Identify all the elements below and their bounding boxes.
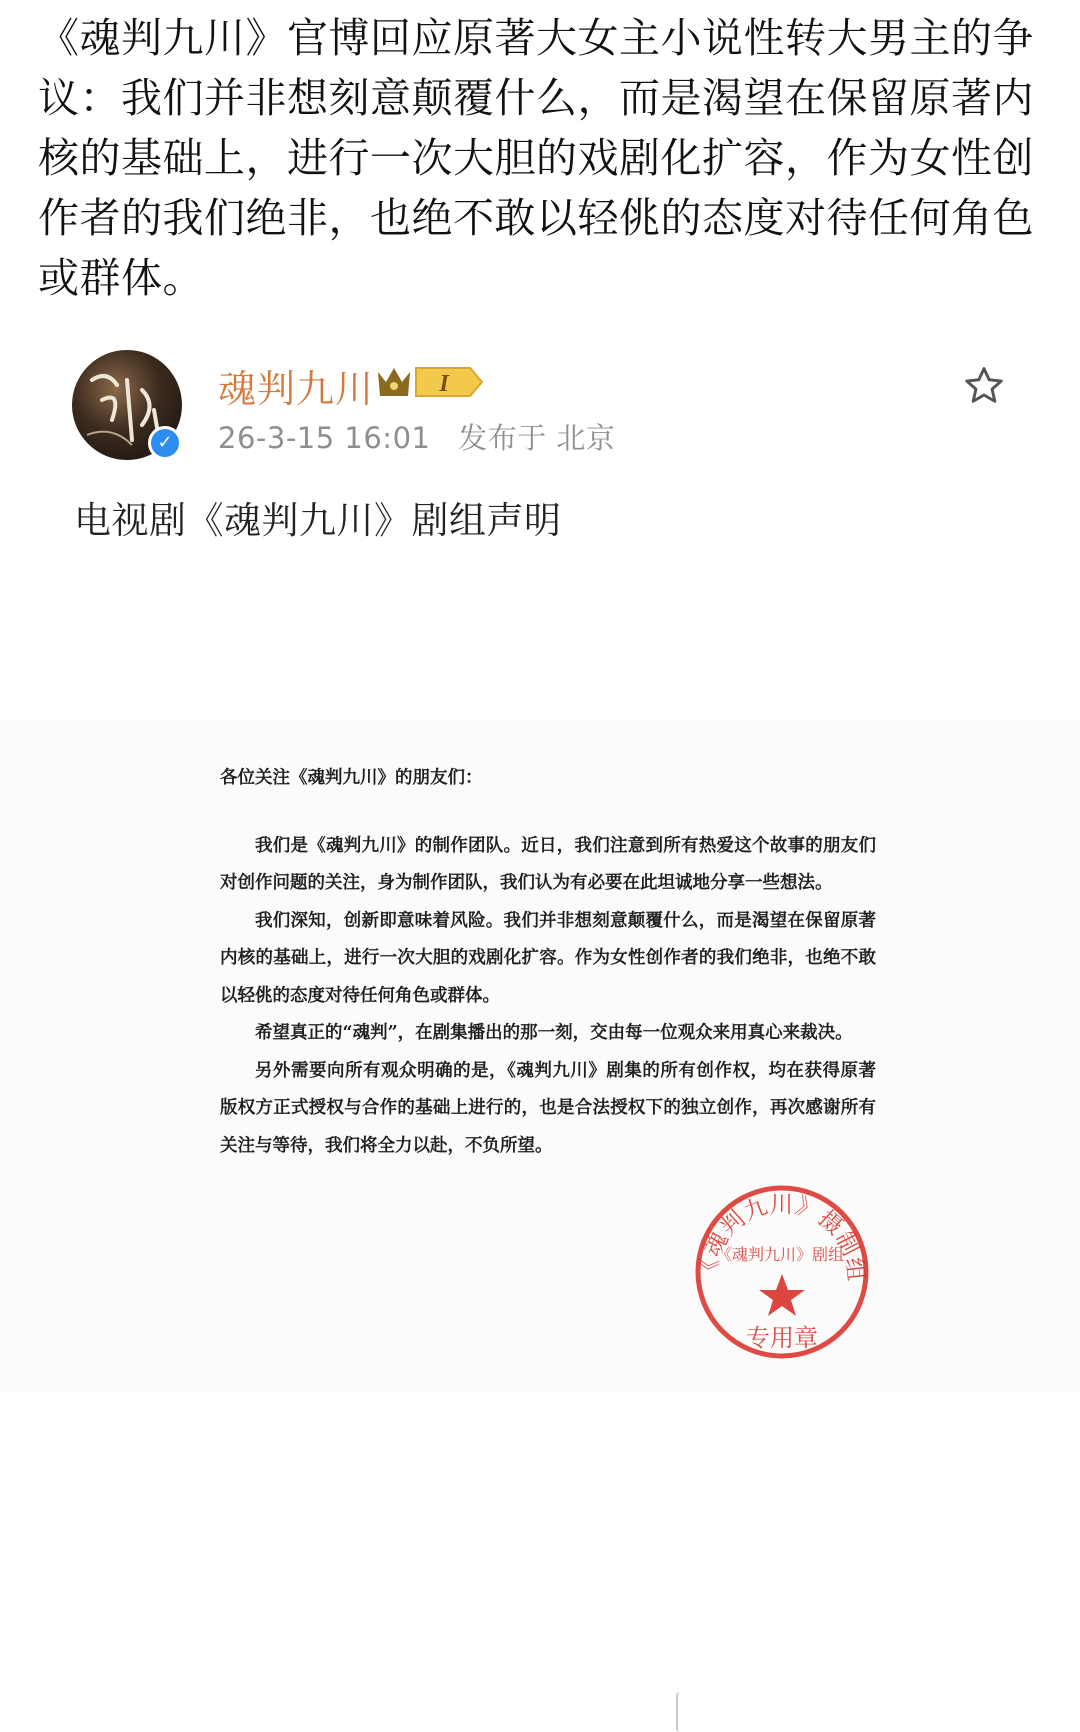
statement-paragraph: 希望真正的“魂判”，在剧集播出的那一刻，交由每一位观众来用真心来裁决。 bbox=[255, 1023, 853, 1043]
post-location: 发布于 北京 bbox=[458, 421, 616, 455]
statement-document-body bbox=[220, 760, 876, 1165]
svg-text:《魂判九川》剧组: 《魂判九川》剧组 bbox=[715, 1245, 845, 1264]
statement-document-image[interactable] bbox=[0, 720, 1080, 1392]
statement-salutation: 各位关注《魂判九川》的朋友们： bbox=[220, 768, 483, 788]
statement-paragraph: 我们深知，创新即意味着风险。我们并非想刻意颠覆什么，而是渴望在保留原著内核的基础上，进行一次大胆的戏剧化扩容。作为女性创作者的我们绝非，也绝不敢以轻佻的态度对待任何角色或群体。 bbox=[220, 910, 876, 1006]
headline: 《魂判九川》官博回应原著大女主小说性转大男主的争议：我们并非想刻意颠覆什么，而是渴望在保留原著内核的基础上，进行一次大胆的戏剧化扩容，作为女性创作者的我们绝非，也绝不敢以轻佻的态度对待任何角色或群体。 bbox=[38, 14, 1034, 302]
official-seal bbox=[692, 1182, 872, 1362]
svg-text:专用章: 专用章 bbox=[746, 1324, 818, 1352]
post-text: 电视剧《魂判九川》剧组声明 bbox=[74, 499, 562, 542]
verified-icon: ✓ bbox=[148, 426, 182, 460]
pen-mark bbox=[676, 1692, 686, 1732]
favorite-star-icon[interactable] bbox=[962, 364, 1006, 408]
statement-paragraph: 我们是《魂判九川》的制作团队。近日，我们注意到所有热爱这个故事的朋友们对创作问题的关注，身为制作团队，我们认为有必要在此坦诚地分享一些想法。 bbox=[220, 835, 876, 893]
username[interactable]: 魂判九川 bbox=[218, 367, 375, 411]
level-badge-label: I bbox=[439, 371, 449, 397]
weibo-post-card bbox=[0, 340, 1080, 1392]
level-badge-icon[interactable] bbox=[374, 362, 486, 402]
post-meta bbox=[218, 416, 633, 457]
post-timestamp: 26-3-15 16:01 bbox=[218, 421, 431, 455]
seal-stamp-image bbox=[692, 1182, 872, 1362]
statement-paragraph: 另外需要向所有观众明确的是，《魂判九川》剧集的所有创作权，均在获得原著版权方正式授权与合作的基础上进行的，也是合法授权下的独立创作，再次感谢所有关注与等待，我们将全力以赴，不负所望。 bbox=[220, 1060, 876, 1156]
svg-text:《魂判九川》摄制组: 《魂判九川》摄制组 bbox=[695, 1191, 869, 1284]
